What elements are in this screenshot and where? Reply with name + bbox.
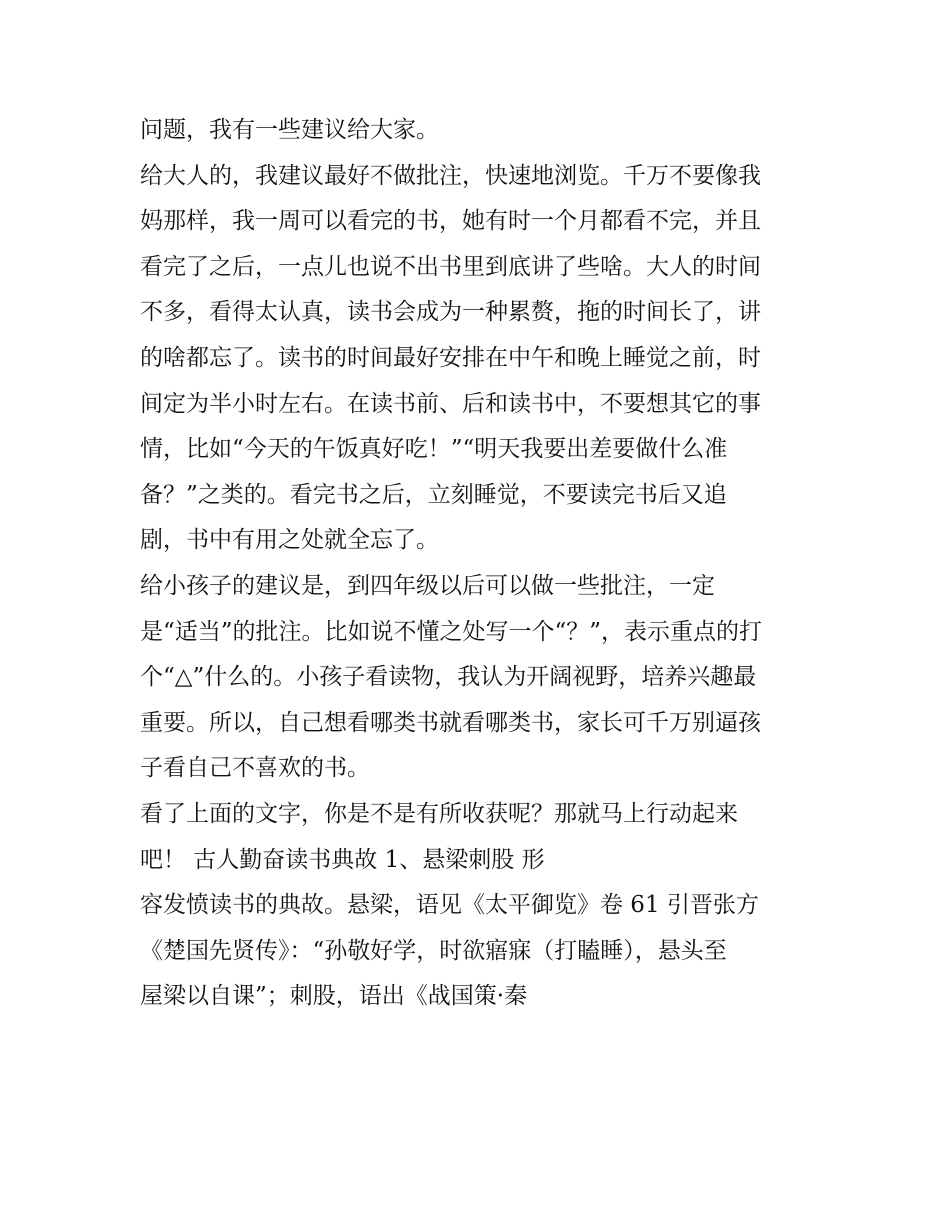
text-line: 容发愤读书的典故。悬梁，语见《太平御览》卷 61 引晋张方 (140, 892, 759, 919)
text-line: 看了上面的文字，你是不是有所收获呢？那就马上行动起来 (140, 800, 738, 827)
text-line: 给小孩子的建议是，到四年级以后可以做一些批注，一定 (140, 572, 715, 599)
text-line: 重要。所以，自己想看哪类书就看哪类书，家长可千万别逼孩 (140, 709, 761, 736)
text-line: 是“适当”的批注。比如说不懂之处写一个“？”，表示重点的打 (140, 618, 763, 645)
text-line: 看完了之后，一点儿也说不出书里到底讲了些啥。大人的时间 (140, 253, 761, 280)
text-line: 子看自己不喜欢的书。 (140, 755, 370, 782)
text-line: 屋梁以自课”；刺股，语出《战国策·秦 (140, 983, 528, 1010)
text-line: 不多，看得太认真，读书会成为一种累赘，拖的时间长了，讲 (140, 299, 761, 326)
text-line: 间定为半小时左右。在读书前、后和读书中，不要想其它的事 (140, 390, 761, 417)
text-line: 的啥都忘了。读书的时间最好安排在中午和晚上睡觉之前，时 (140, 344, 761, 371)
text-line: 《楚国先贤传》：“孙敬好学，时欲寤寐（打瞌睡），悬头至 (140, 937, 727, 964)
text-line: 个“△”什么的。小孩子看读物，我认为开阔视野，培养兴趣最 (140, 664, 757, 691)
text-line: 吧！ 古人勤奋读书典故 1、悬梁刺股 形 (140, 846, 545, 873)
document-body (140, 108, 820, 1020)
text-line: 备？”之类的。看完书之后，立刻睡觉，不要读完书后又追 (140, 481, 727, 508)
text-line: 剧，书中有用之处就全忘了。 (140, 527, 439, 554)
text-line: 给大人的，我建议最好不做批注，快速地浏览。千万不要像我 (140, 162, 761, 189)
text-line: 问题，我有一些建议给大家。 (140, 117, 439, 143)
text-line: 妈那样，我一周可以看完的书，她有时一个月都看不完，并且 (140, 208, 761, 235)
text-line: 情，比如“今天的午饭真好吃！”“明天我要出差要做什么准 (140, 436, 728, 463)
